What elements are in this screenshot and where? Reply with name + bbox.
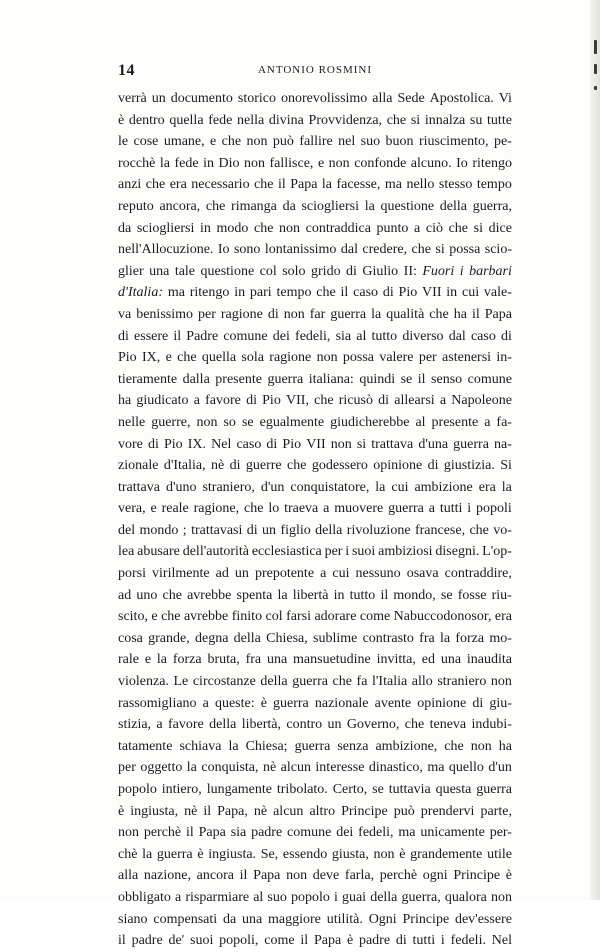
body-text	[118, 88, 512, 952]
text-line: reputo ancora, che rimanga da sciogliersi la questione della guerra,	[118, 198, 512, 214]
text-line: per oggetto la conquista, nè alcun interesse dinastico, ma quello d'un	[118, 760, 512, 776]
text-line: zionale d'Italia, nè di guerre che godessero opinione di giustizia. Si	[118, 458, 512, 474]
text-line: alla nazione, ancora il Papa non deve farla, perchè ogni Principe è	[118, 868, 512, 884]
edge-mark	[594, 86, 597, 90]
text-line: ad uno che avrebbe spenta la libertà in tutto il mondo, se fosse riu-	[118, 587, 512, 603]
text-line: del mondo ; trattavasi di un figlio della rivoluzione francese, che vo-	[118, 522, 512, 538]
page-edge	[590, 0, 600, 900]
text-line: nelle guerre, non so se egualmente giudicherebbe al presente a fa-	[118, 414, 512, 430]
text-line: lea abusare dell'autorità ecclesiastica per i suoi ambiziosi disegni. L'op-	[118, 544, 512, 560]
text-line: il padre de' suoi popoli, come il Papa è padre di tutti i fedeli. Nel	[118, 933, 512, 949]
running-head: ANTONIO ROSMINI	[257, 64, 373, 76]
text-line: tieramente dalla presente guerra italiana: quindi se il senso comune	[118, 371, 512, 387]
text-line: vera, e reale ragione, che lo traeva a muovere guerra a tutti i popoli	[118, 501, 512, 517]
text-line: rassomigliano a queste: è guerra nazionale avente opinione di giu-	[118, 695, 512, 711]
text-line: rocchè la fede in Dio non fallisce, e non confonde alcuno. Io ritengo	[118, 155, 512, 171]
text-line: nell'Allocuzione. Io sono lontanissimo dal credere, che si possa scio-	[118, 242, 512, 258]
text-line: glier una tale questione col solo grido di Giulio II: Fuori i barbari	[118, 263, 512, 279]
text-line: cosa grande, degna della Chiesa, sublime contrasto fra la forza mo-	[118, 630, 512, 646]
text-line: di essere il Padre comune dei fedeli, sia al tutto diverso dal caso di	[118, 328, 512, 344]
text-line: è dentro quella fede nella divina Provvidenza, che si innalza su tutte	[118, 112, 512, 128]
edge-mark	[594, 64, 597, 74]
text-line: rale e la forza bruta, fra una mansuetudine invitta, ed una inaudita	[118, 652, 512, 668]
page-number: 14	[118, 62, 135, 79]
text-line: anzi che era necessario che il Papa la facesse, ma nello stesso tempo	[118, 177, 512, 193]
text-line: è ingiusta, nè il Papa, nè alcun altro Principe può prendervi parte,	[118, 803, 512, 819]
text-line: trattava d'uno straniero, d'un conquistatore, la cui ambizione era la	[118, 479, 512, 495]
text-line: non perchè il Papa sia padre comune dei fedeli, ma unicamente per-	[118, 825, 512, 841]
text-line: obbligato a risparmiare al suo popolo i guai della guerra, qualora non	[118, 889, 512, 905]
text-line: porsi virilmente ad un prepotente a cui nessuno osava contraddire,	[118, 566, 512, 582]
text-line: siano compensati da una maggiore utilità. Ogni Principe dev'essere	[118, 911, 512, 927]
text-line: violenza. Le circostanze della guerra che fa l'Italia allo straniero non	[118, 674, 512, 690]
text-line: d'Italia: ma ritengo in pari tempo che il caso di Pio VII in cui vale-	[118, 285, 512, 301]
text-line: chè la guerra è ingiusta. Se, essendo giusta, non è grandemente utile	[118, 846, 512, 862]
text-line: vore di Pio IX. Nel caso di Pio VII non si trattava d'una guerra na-	[118, 436, 512, 452]
text-line: tatamente schiava la Chiesa; guerra senza ambizione, che non ha	[118, 738, 512, 754]
text-line: le cose umane, e che non può fallire nel suo buon riuscimento, pe-	[118, 134, 512, 150]
text-line: popolo intiero, lungamente tribolato. Certo, se tuttavia questa guerra	[118, 782, 512, 797]
text-line: da sciogliersi in modo che non contraddica punto a ciò che si dice	[118, 220, 512, 236]
text-line: Pio IX, e che quella sola ragione non possa valere per astenersi in-	[118, 350, 512, 366]
text-line: va benissimo per ragione di non far guerra la qualità che ha il Papa	[118, 306, 512, 322]
page-header	[118, 62, 512, 82]
text-line: verrà un documento storico onorevolissimo alla Sede Apostolica. Vi	[118, 91, 512, 106]
text-line: stizia, a favore della libertà, contro un Governo, che teneva indubi-	[118, 717, 512, 733]
text-line: ha giudicato a favore di Pio VII, che ricusò di allearsi a Napoleone	[118, 393, 512, 409]
edge-mark	[594, 40, 597, 54]
text-line: scito, e che avrebbe finito col farsi adorare come Nabuccodonosor, era	[118, 609, 512, 625]
